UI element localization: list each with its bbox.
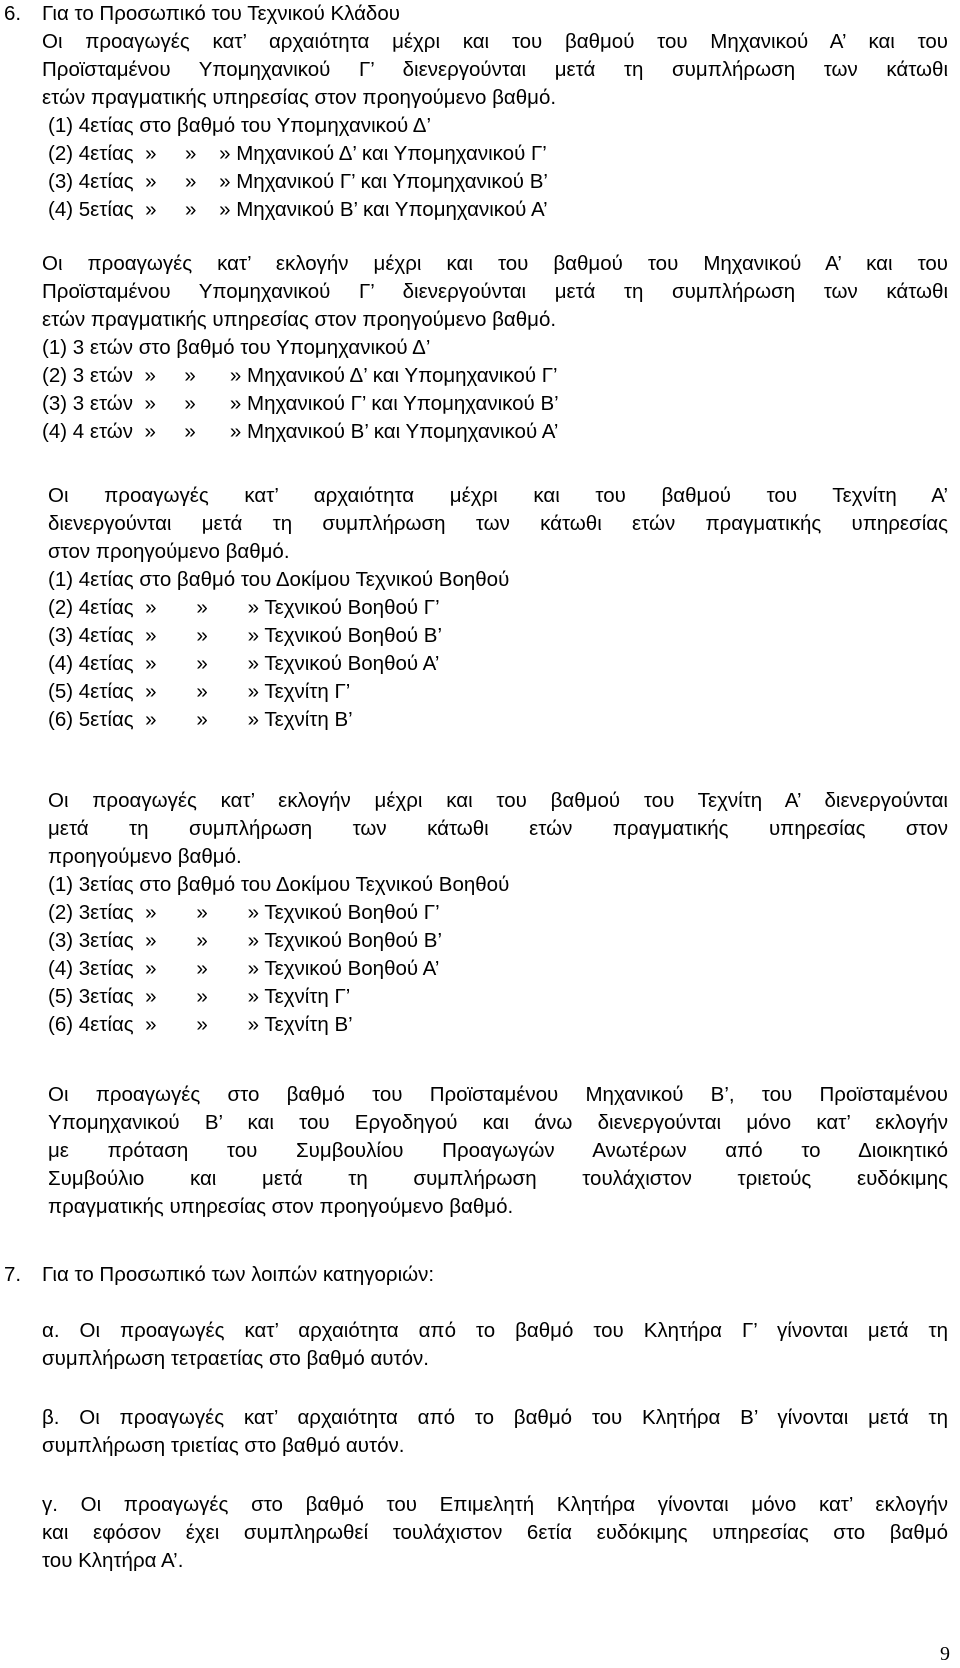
list-item: (1) 3ετίας στο βαθμό του Δοκίμου Τεχνικού Βοηθού <box>48 873 510 896</box>
paragraph-selection-engineers <box>42 250 948 446</box>
text-line: ετών πραγματικής υπηρεσίας στον προηγούμενο βαθμό. <box>42 308 557 331</box>
text-line: Οι προαγωγές στο βαθμό του Προϊσταμένου Μηχανικού Β’, του Προϊσταμένου <box>48 1083 948 1106</box>
list-selection-engineers <box>42 334 948 446</box>
list-item: (1) 3 ετών στο βαθμό του Υπομηχανικού Δ’ <box>42 336 431 359</box>
text-line: προηγούμενο βαθμό. <box>48 845 242 868</box>
section-6 <box>42 0 948 224</box>
paragraph-seniority-engineers <box>42 28 948 224</box>
list-item: (3) 4ετίας » » » Μηχανικού Γ’ και Υπομηχανικού Β’ <box>48 170 548 193</box>
list-item: (5) 3ετίας » » » Τεχνίτη Γ’ <box>48 985 351 1008</box>
list-item: (3) 3ετίας » » » Τεχνικού Βοηθού Β’ <box>48 929 443 952</box>
list-item: (4) 3ετίας » » » Τεχνικού Βοηθού Α’ <box>48 957 440 980</box>
text-line: Προϊσταμένου Υπομηχανικού Γ’ διενεργούνται μετά τη συμπλήρωση των κάτωθι <box>42 280 948 303</box>
list-item: (2) 4ετίας » » » Μηχανικού Δ’ και Υπομηχανικού Γ’ <box>48 142 547 165</box>
section-7-number: 7. <box>4 1263 22 1286</box>
list-item: (3) 4ετίας » » » Τεχνικού Βοηθού Β’ <box>48 624 443 647</box>
text-line: διενεργούνται μετά τη συμπλήρωση των κάτωθι ετών πραγματικής υπηρεσίας <box>48 512 948 535</box>
text-line: μετά τη συμπλήρωση των κάτωθι ετών πραγματικής υπηρεσίας στον <box>48 817 948 840</box>
clause-c <box>42 1491 948 1575</box>
text-line: στον προηγούμενο βαθμό. <box>48 540 290 563</box>
text-line: συμπλήρωση τετραετίας στο βαθμό αυτόν. <box>42 1347 429 1370</box>
list-item: (4) 5ετίας » » » Μηχανικού Β’ και Υπομηχανικού Α’ <box>48 198 548 221</box>
text-line: πραγματικής υπηρεσίας στον προηγούμενο βαθμό. <box>48 1195 514 1218</box>
section-6-title: Για το Προσωπικό του Τεχνικού Κλάδου <box>42 2 400 25</box>
paragraph-seniority-technicians <box>48 482 948 734</box>
list-seniority-technicians <box>48 566 948 734</box>
clause-b <box>42 1404 948 1460</box>
section-7-title: Για το Προσωπικό των λοιπών κατηγοριών: <box>42 1263 435 1286</box>
list-selection-technicians <box>48 871 948 1039</box>
list-seniority-engineers <box>42 112 948 224</box>
list-item: (1) 4ετίας στο βαθμό του Δοκίμου Τεχνικού Βοηθού <box>48 568 510 591</box>
list-item: (1) 4ετίας στο βαθμό του Υπομηχανικού Δ’ <box>48 114 432 137</box>
text-line: Προϊσταμένου Υπομηχανικού Γ’ διενεργούνται μετά τη συμπλήρωση των κάτωθι <box>42 58 948 81</box>
paragraph-senior-grades <box>48 1081 948 1221</box>
text-line: β. Οι προαγωγές κατ’ αρχαιότητα από το βαθμό του Κλητήρα Β’ γίνονται μετά τη <box>42 1406 948 1429</box>
page-number: 9 <box>940 1643 950 1665</box>
text-line: Οι προαγωγές κατ’ εκλογήν μέχρι και του βαθμού του Μηχανικού Α’ και του <box>42 252 948 275</box>
list-item: (2) 3 ετών » » » Μηχανικού Δ’ και Υπομηχανικού Γ’ <box>42 364 558 387</box>
text-line: Υπομηχανικού Β’ και του Εργοδηγού και άνω διενεργούνται μόνο κατ’ εκλογήν <box>48 1111 948 1134</box>
text-line: Οι προαγωγές κατ’ εκλογήν μέχρι και του βαθμού του Τεχνίτη Α’ διενεργούνται <box>48 789 948 812</box>
section-6-number: 6. <box>4 2 22 25</box>
text-line: α. Οι προαγωγές κατ’ αρχαιότητα από το βαθμό του Κλητήρα Γ’ γίνονται μετά τη <box>42 1319 948 1342</box>
text-line: Οι προαγωγές κατ’ αρχαιότητα μέχρι και του βαθμού του Μηχανικού Α’ και του <box>42 30 948 53</box>
list-item: (5) 4ετίας » » » Τεχνίτη Γ’ <box>48 680 351 703</box>
text-line: ετών πραγματικής υπηρεσίας στον προηγούμενο βαθμό. <box>42 86 557 109</box>
text-line: του Κλητήρα Α’. <box>42 1549 184 1572</box>
list-item: (4) 4 ετών » » » Μηχανικού Β’ και Υπομηχανικού Α’ <box>42 420 559 443</box>
text-line: συμπλήρωση τριετίας στο βαθμό αυτόν. <box>42 1434 405 1457</box>
text-line: Συμβούλιο και μετά τη συμπλήρωση τουλάχιστον τριετούς ευδόκιμης <box>48 1167 948 1190</box>
list-item: (6) 5ετίας » » » Τεχνίτη Β’ <box>48 708 353 731</box>
text-line: Οι προαγωγές κατ’ αρχαιότητα μέχρι και του βαθμού του Τεχνίτη Α’ <box>48 484 948 507</box>
text-line: και εφόσον έχει συμπληρωθεί τουλάχιστον 6ετία ευδόκιμης υπηρεσίας στο βαθμό <box>42 1521 948 1544</box>
text-line: με πρόταση του Συμβουλίου Προαγωγών Ανωτέρων από το Διοικητικό <box>48 1139 948 1162</box>
list-item: (2) 4ετίας » » » Τεχνικού Βοηθού Γ’ <box>48 596 440 619</box>
list-item: (4) 4ετίας » » » Τεχνικού Βοηθού Α’ <box>48 652 440 675</box>
list-item: (6) 4ετίας » » » Τεχνίτη Β’ <box>48 1013 353 1036</box>
clause-a <box>42 1317 948 1373</box>
paragraph-selection-technicians <box>48 787 948 1039</box>
list-item: (3) 3 ετών » » » Μηχανικού Γ’ και Υπομηχανικού Β’ <box>42 392 559 415</box>
list-item: (2) 3ετίας » » » Τεχνικού Βοηθού Γ’ <box>48 901 440 924</box>
text-line: γ. Οι προαγωγές στο βαθμό του Επιμελητή Κλητήρα γίνονται μόνο κατ’ εκλογήν <box>42 1493 948 1516</box>
